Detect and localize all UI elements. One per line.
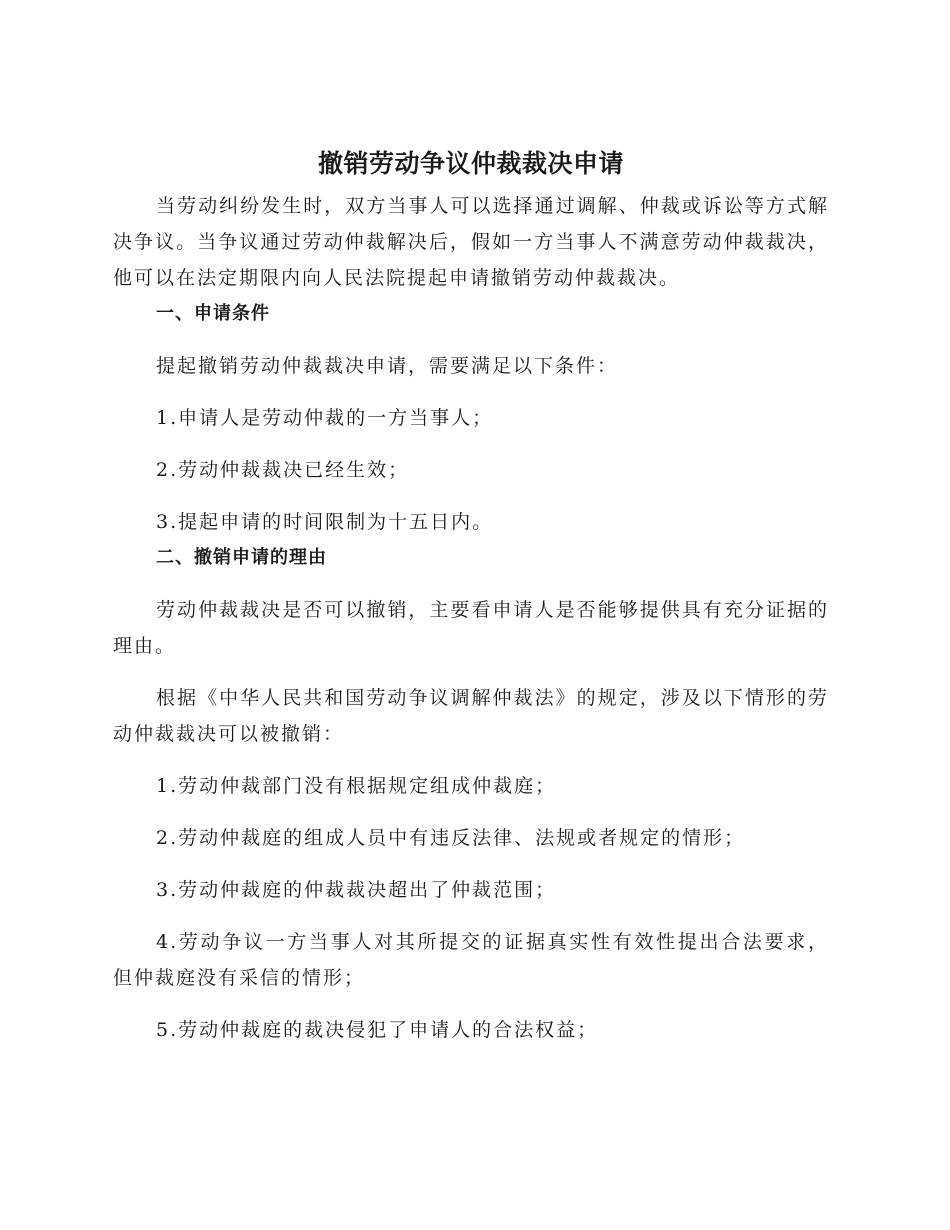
reason-item: 3.劳动仲裁庭的仲裁裁决超出了仲裁范围； [156,879,557,901]
condition-item: 1.申请人是劳动仲裁的一方当事人； [156,407,494,429]
intro-paragraph: 当劳动纠纷发生时，双方当事人可以选择通过调解、仲裁或诉讼等方式解决争议。当争议通过劳动仲裁解决后，假如一方当事人不满意劳动仲裁裁决，他可以在法定期限内向人民法院提起申请撤销劳动仲裁裁决。 [113,195,829,289]
condition-item: 3.提起申请的时间限制为十五日内。 [156,511,494,533]
reason-item: 5.劳动仲裁庭的裁决侵犯了申请人的合法权益； [156,1019,599,1041]
reason-item: 1.劳动仲裁部门没有根据规定组成仲裁庭； [156,775,557,797]
reason-item: 4.劳动争议一方当事人对其所提交的证据真实性有效性提出合法要求，但仲裁庭没有采信的情形； [113,931,829,989]
section-heading-conditions: 一、申请条件 [156,303,270,324]
reason-item: 2.劳动仲裁庭的组成人员中有违反法律、法规或者规定的情形； [156,827,746,849]
reasons-paragraph: 劳动仲裁裁决是否可以撤销，主要看申请人是否能够提供具有充分证据的理由。 [113,599,829,657]
law-reference-paragraph: 根据《中华人民共和国劳动争议调解仲裁法》的规定，涉及以下情形的劳动仲裁裁决可以被撤销： [113,687,829,745]
section-heading-reasons: 二、撤销申请的理由 [156,547,327,568]
document-body [113,140,829,1048]
document-title: 撤销劳动争议仲裁裁决申请 [317,149,624,178]
conditions-lead-paragraph: 提起撤销劳动仲裁裁决申请，需要满足以下条件： [156,355,619,377]
condition-item: 2.劳动仲裁裁决已经生效； [156,459,410,481]
